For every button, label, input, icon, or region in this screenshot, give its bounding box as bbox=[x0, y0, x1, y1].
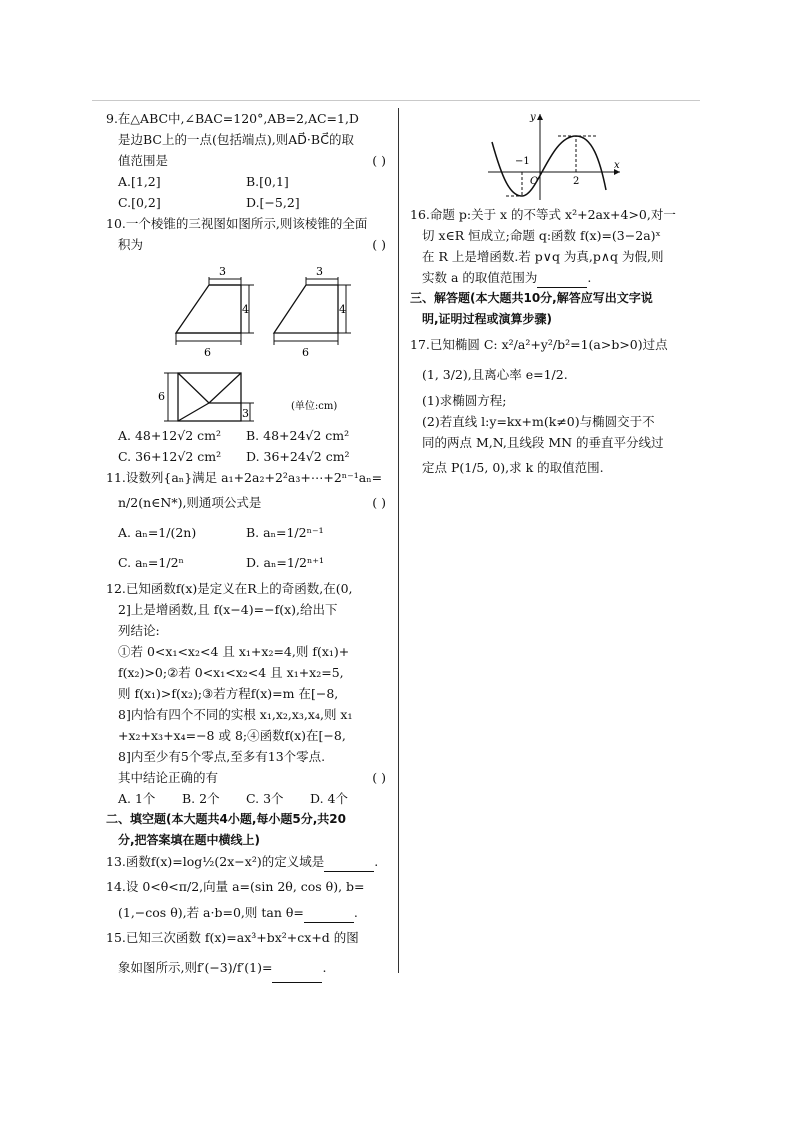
q14-line-1: 14.设 0<θ<π/2,向量 a=(sin 2θ, cos θ), b= bbox=[106, 879, 365, 894]
q10-line-1: 10.一个棱锥的三视图如图所示,则该棱锥的全面 bbox=[106, 216, 368, 231]
q14-line-2: (1,−cos θ),若 a·b=0,则 tan θ= bbox=[118, 905, 304, 920]
q16-line-1: 16.命题 p:关于 x 的不等式 x²+2ax+4>0,对一 bbox=[410, 207, 676, 222]
q9-option-c: C.[0,2] bbox=[118, 195, 161, 210]
q14-answer-blank bbox=[304, 908, 354, 923]
q11-line-1: 11.设数列{aₙ}满足 a₁+2a₂+2²a₃+⋯+2ⁿ⁻¹aₙ= bbox=[106, 470, 383, 485]
q10-option-c: C. 36+12√2 cm² bbox=[118, 449, 222, 464]
q16-answer-blank bbox=[537, 273, 587, 288]
y-axis-label: y bbox=[530, 112, 536, 123]
q11-line-2: n/2(n∈N*),则通项公式是 bbox=[118, 495, 262, 510]
q15-answer-blank bbox=[272, 968, 322, 983]
q12-line-6: 则 f(x₁)>f(x₂);③若方程f(x)=m 在[−8, bbox=[118, 686, 339, 701]
q10-option-b: B. 48+24√2 cm² bbox=[246, 428, 350, 443]
q16-line-3: 在 R 上是增函数.若 p∨q 为真,p∧q 为假,则 bbox=[422, 249, 664, 264]
q9-line-3: 值范围是 bbox=[118, 153, 169, 168]
q11-option-b: B. aₙ=1/2ⁿ⁻¹ bbox=[246, 525, 324, 540]
q9-line-1: 9.在△ABC中,∠BAC=120°,AB=2,AC=1,D bbox=[106, 111, 359, 126]
q15-line-2: 象如图所示,则f′(−3)/f′(1)= bbox=[118, 960, 273, 975]
right-column: y x O −1 2 16.命题 p:关于 x 的不等式 x²+2ax+4>0,对一 切 x∈R 恒成立;命题 q:函数 f(x)=(3−2a)ˣ 在 R 上是增函数.若 p∨q 为真,p∧q 为假,则 实数 a 的取值范围为 . 三、解答题(本大题共10分,解答应写出文字说 明,证明过程或演算步骤) 17.已知椭圆 C: x²/a²+y²/b²=1(a>b>0)过点 (1, 3/2),且离心率 e=1/2. (1)求椭圆方程; (2)若直线 l:y=kx+m(k≠0)与椭圆交于不 同的两点 M,N,且线段 MN 的垂直平分线过 定点 P(1/5, 0),求 k 的取值范围. bbox=[410, 108, 700, 483]
q12-option-b: B. 2个 bbox=[182, 791, 220, 806]
side-side-dim: 4 bbox=[339, 303, 346, 316]
q17-part-2-cont: 同的两点 M,N,且线段 MN 的垂直平分线过 bbox=[422, 435, 664, 450]
front-view-triangle bbox=[176, 285, 241, 333]
tick-neg1: −1 bbox=[515, 156, 530, 167]
q12-line-1: 12.已知函数f(x)是定义在R上的奇函数,在(0, bbox=[106, 581, 353, 596]
q17-line-1: 17.已知椭圆 C: x²/a²+y²/b²=1(a>b>0)过点 bbox=[410, 337, 668, 352]
q11-option-c: C. aₙ=1/2ⁿ bbox=[118, 555, 184, 570]
q16-line-4: 实数 a 的取值范围为 bbox=[422, 270, 538, 285]
q12-line-3: 列结论: bbox=[118, 623, 160, 638]
three-view-figure bbox=[106, 255, 386, 425]
q12-line-4: ①若 0<x₁<x₂<4 且 x₁+x₂=4,则 f(x₁)+ bbox=[118, 644, 350, 659]
q17-part-1: (1)求椭圆方程; bbox=[422, 393, 507, 408]
q9-option-b: B.[0,1] bbox=[246, 174, 289, 189]
q12-line-9: 8]内至少有5个零点,至多有13个零点. bbox=[118, 749, 326, 764]
side-view-triangle bbox=[274, 285, 338, 333]
q9-line-2: 是边BC上的一点(包括端点),则AD⃗·BC⃗的取 bbox=[118, 132, 354, 147]
column-divider bbox=[398, 108, 399, 973]
q12-option-a: A. 1个 bbox=[118, 791, 156, 806]
q9-option-a: A.[1,2] bbox=[118, 174, 161, 189]
q12-answer-paren: ( ) bbox=[372, 770, 386, 785]
q11-option-a: A. aₙ=1/(2n) bbox=[118, 525, 197, 540]
q10-line-2: 积为 bbox=[118, 237, 144, 252]
q15-line-1: 15.已知三次函数 f(x)=ax³+bx²+cx+d 的图 bbox=[106, 930, 359, 945]
tick-2: 2 bbox=[573, 176, 580, 187]
q10-option-a: A. 48+12√2 cm² bbox=[118, 428, 222, 443]
q12-line-8: +x₂+x₃+x₄=−8 或 8;④函数f(x)在[−8, bbox=[118, 728, 346, 743]
side-base-dim: 6 bbox=[302, 346, 309, 359]
q11-answer-paren: ( ) bbox=[372, 495, 386, 510]
front-side-dim: 4 bbox=[242, 303, 249, 316]
section2-heading-cont: 分,把答案填在题中横线上) bbox=[118, 833, 261, 847]
q13-text: 13.函数f(x)=log½(2x−x²)的定义域是 bbox=[106, 854, 325, 869]
q17-part-2-end: 定点 P(1/5, 0),求 k 的取值范围. bbox=[422, 460, 604, 475]
q12-option-d: D. 4个 bbox=[310, 791, 348, 806]
cubic-curve bbox=[492, 136, 606, 196]
q10-answer-paren: ( ) bbox=[372, 237, 386, 252]
q12-line-10: 其中结论正确的有 bbox=[118, 770, 219, 785]
q9-answer-paren: ( ) bbox=[372, 153, 386, 168]
section3-heading: 三、解答题(本大题共10分,解答应写出文字说 bbox=[410, 291, 653, 305]
top-right-dim: 3 bbox=[242, 407, 249, 420]
cubic-graph bbox=[410, 108, 700, 204]
header-rule bbox=[92, 100, 700, 101]
q12-line-7: 8]内恰有四个不同的实根 x₁,x₂,x₃,x₄,则 x₁ bbox=[118, 707, 353, 722]
q13-answer-blank bbox=[324, 857, 374, 872]
q11-option-d: D. aₙ=1/2ⁿ⁺¹ bbox=[246, 555, 324, 570]
front-top-dim: 3 bbox=[219, 265, 226, 278]
q12-option-c: C. 3个 bbox=[246, 791, 284, 806]
front-base-dim: 6 bbox=[204, 346, 211, 359]
origin-label: O bbox=[530, 176, 539, 187]
top-view bbox=[178, 373, 241, 421]
left-column: 9.在△ABC中,∠BAC=120°,AB=2,AC=1,D 是边BC上的一点(包括端点),则AD⃗·BC⃗的取 值范围是 ( ) A.[1,2] B.[0,1] C.[0,2] D.[−5,2] 10.一个棱锥的三视图如图所示,则该棱锥的全面 积为 ( ) 3 4 6 3 4 6 6 3 (单位:cm) A. 48+12√2 cm² B. 48+24√2 cm² C. 36+12√2 cm² D. 36+24√2 cm² 11.设数列{aₙ}满足 a₁+2a₂+2²a₃+⋯+2ⁿ⁻¹aₙ= n/2(n∈N*),则通项公式是 ( ) A. aₙ=1/(2n) B. aₙ=1/2ⁿ⁻¹ C. aₙ=1/2ⁿ D. aₙ=1/2ⁿ⁺¹ 12.已知函数f(x)是定义在R上的奇函数,在(0, 2]上是增函数,且 f(x−4)=−f(x),给出下 列结论: ①若 0<x₁<x₂<4 且 x₁+x₂=4,则 f(x₁)+ f(x₂)>0;②若 0<x₁<x₂<4 且 x₁+x₂=5, 则 f(x₁)>f(x₂);③若方程f(x)=m 在[−8, 8]内恰有四个不同的实根 x₁,x₂,x₃,x₄,则 x₁ +x₂+x₃+x₄=−8 或 8;④函数f(x)在[−8, 8]内至少有5个零点,至多有13个零点. 其中结论正确的有 ( ) A. 1个 B. 2个 C. 3个 D. 4个 二、填空题(本大题共4小题,每小题5分,共20 分,把答案填在题中横线上) 13.函数f(x)=log½(2x−x²)的定义域是 . 14.设 0<θ<π/2,向量 a=(sin 2θ, cos θ), b= (1,−cos θ),若 a·b=0,则 tan θ= . 15.已知三次函数 f(x)=ax³+bx²+cx+d 的图 象如图所示,则f′(−3)/f′(1)= . bbox=[106, 108, 386, 983]
side-top-dim: 3 bbox=[316, 265, 323, 278]
top-left-dim: 6 bbox=[158, 390, 165, 403]
unit-label: (单位:cm) bbox=[291, 401, 338, 412]
q16-line-2: 切 x∈R 恒成立;命题 q:函数 f(x)=(3−2a)ˣ bbox=[422, 228, 661, 243]
section2-heading: 二、填空题(本大题共4小题,每小题5分,共20 bbox=[106, 812, 347, 826]
section3-heading-cont: 明,证明过程或演算步骤) bbox=[422, 312, 553, 326]
q12-line-5: f(x₂)>0;②若 0<x₁<x₂<4 且 x₁+x₂=5, bbox=[118, 665, 344, 680]
q17-line-2: (1, 3/2),且离心率 e=1/2. bbox=[422, 367, 568, 382]
q9-option-d: D.[−5,2] bbox=[246, 195, 300, 210]
q17-part-2: (2)若直线 l:y=kx+m(k≠0)与椭圆交于不 bbox=[422, 414, 655, 429]
q10-option-d: D. 36+24√2 cm² bbox=[246, 449, 350, 464]
q12-line-2: 2]上是增函数,且 f(x−4)=−f(x),给出下 bbox=[118, 602, 338, 617]
x-axis-label: x bbox=[614, 160, 620, 171]
